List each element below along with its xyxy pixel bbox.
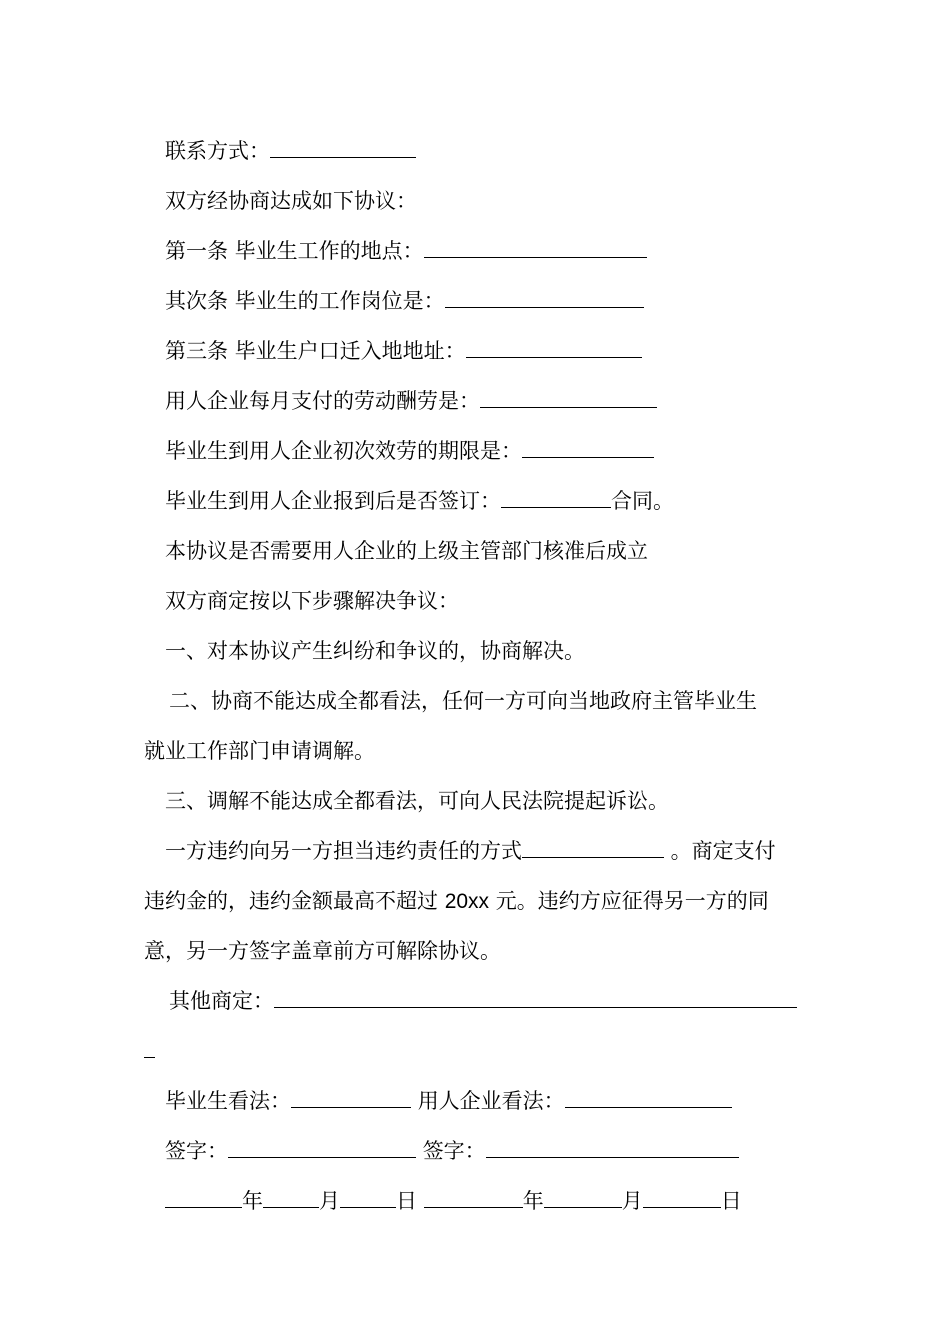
other-terms-continuation xyxy=(144,1036,155,1066)
contract-blank[interactable] xyxy=(501,489,611,508)
graduate-opinion-label: 毕业生看法： xyxy=(165,1089,291,1113)
breach-amount: 20xx xyxy=(444,890,490,913)
work-location-blank[interactable] xyxy=(424,239,647,258)
employer-signature-label: 签字： xyxy=(422,1139,486,1163)
contract-row xyxy=(165,486,674,516)
contact-row xyxy=(165,136,416,166)
year-label-2: 年 xyxy=(522,1189,544,1213)
breach-line-1 xyxy=(165,836,776,866)
article2-label: 其次条 毕业生的工作岗位是： xyxy=(165,289,445,313)
graduate-day-blank[interactable] xyxy=(340,1189,396,1208)
employer-year-blank[interactable] xyxy=(424,1189,523,1208)
breach-line2-suffix: 元。违约方应征得另一方的同 xyxy=(489,889,769,913)
opinion-row xyxy=(165,1086,732,1116)
year-label-1: 年 xyxy=(242,1189,263,1213)
article3-row xyxy=(165,336,642,366)
contract-suffix: 合同。 xyxy=(611,489,674,513)
other-terms-blank[interactable] xyxy=(274,989,797,1008)
salary-row xyxy=(165,386,657,416)
household-address-blank[interactable] xyxy=(466,339,642,358)
graduate-month-blank[interactable] xyxy=(263,1189,319,1208)
other-terms-label: 其他商定： xyxy=(169,989,274,1013)
graduate-signature-blank[interactable] xyxy=(228,1139,416,1158)
dispute-step-1: 一、对本协议产生纠纷和争议的，协商解决。 xyxy=(165,639,585,663)
graduate-opinion-blank[interactable] xyxy=(291,1089,411,1108)
day-label-1: 日 xyxy=(396,1189,417,1213)
contact-label: 联系方式： xyxy=(165,139,270,163)
employer-opinion-label: 用人企业看法： xyxy=(417,1089,565,1113)
service-term-blank[interactable] xyxy=(522,439,654,458)
breach-line-2 xyxy=(144,886,769,916)
salary-blank[interactable] xyxy=(480,389,657,408)
breach-method-blank[interactable] xyxy=(522,839,664,858)
article2-row xyxy=(165,286,644,316)
other-terms-blank-continued[interactable] xyxy=(144,1039,155,1058)
employer-month-blank[interactable] xyxy=(544,1189,622,1208)
article1-row xyxy=(165,236,647,266)
contact-blank[interactable] xyxy=(270,139,416,158)
approval-text: 本协议是否需要用人企业的上级主管部门核准后成立 xyxy=(165,539,648,563)
breach-line-3: 意，另一方签字盖章前方可解除协议。 xyxy=(144,939,501,963)
month-label-1: 月 xyxy=(319,1189,340,1213)
service-term-row xyxy=(165,436,654,466)
article1-label: 第一条 毕业生工作的地点： xyxy=(165,239,424,263)
signature-row xyxy=(165,1136,739,1166)
month-label-2: 月 xyxy=(621,1189,643,1213)
employer-opinion-blank[interactable] xyxy=(565,1089,732,1108)
breach-line1-text: 一方违约向另一方担当违约责任的方式 xyxy=(165,839,522,863)
other-terms-row xyxy=(169,986,797,1016)
date-row xyxy=(165,1186,742,1216)
work-position-blank[interactable] xyxy=(445,289,644,308)
graduate-signature-label: 签字： xyxy=(165,1139,228,1163)
dispute-step-3: 三、调解不能达成全都看法，可向人民法院提起诉讼。 xyxy=(165,789,669,813)
employer-signature-blank[interactable] xyxy=(486,1139,739,1158)
salary-label: 用人企业每月支付的劳动酬劳是： xyxy=(165,389,480,413)
intro-text: 双方经协商达成如下协议： xyxy=(165,189,417,213)
dispute-intro: 双方商定按以下步骤解决争议： xyxy=(165,589,459,613)
employer-day-blank[interactable] xyxy=(643,1189,721,1208)
graduate-year-blank[interactable] xyxy=(165,1189,242,1208)
breach-line2-text: 违约金的，违约金额最高不超过 xyxy=(144,889,445,913)
contract-label: 毕业生到用人企业报到后是否签订： xyxy=(165,489,501,513)
dispute-step-2-line1: 二、协商不能达成全都看法，任何一方可向当地政府主管毕业生 xyxy=(169,689,757,713)
dispute-step-2-line2: 就业工作部门申请调解。 xyxy=(144,739,375,763)
breach-line1-suffix: 。商定支付 xyxy=(664,839,776,863)
service-term-label: 毕业生到用人企业初次效劳的期限是： xyxy=(165,439,522,463)
article3-label: 第三条 毕业生户口迁入地地址： xyxy=(165,339,466,363)
day-label-2: 日 xyxy=(720,1189,742,1213)
